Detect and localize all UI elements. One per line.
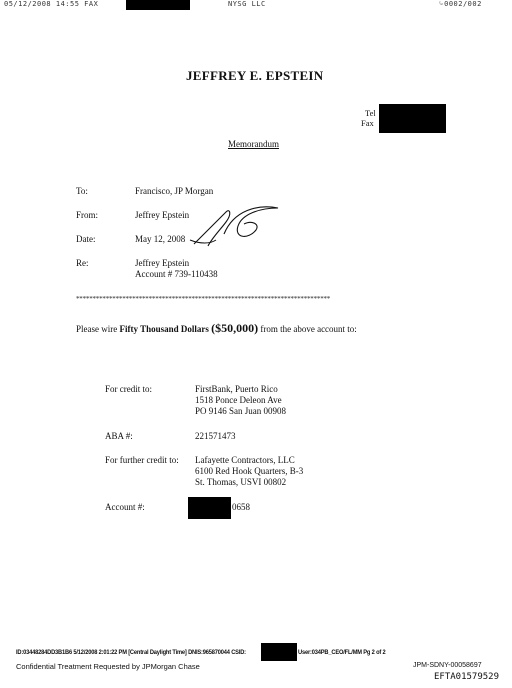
footer-id-left: ID:03448284DD3B1B6 5/12/2008 2:01:22 PM [Central Daylight Time] DNIS:965870044 CSID:	[16, 649, 246, 656]
aba-value: 221571473	[195, 431, 236, 441]
redaction-block	[261, 643, 297, 661]
fax-sender: NYSG LLC	[228, 0, 266, 8]
to-label: To:	[76, 186, 88, 196]
bates-number: JPM-SDNY-00058697	[413, 662, 482, 669]
re-line-2: Account # 739-110438	[135, 269, 218, 279]
amount-number: ($50,000)	[211, 321, 259, 335]
redaction-block	[126, 0, 190, 10]
account-label: Account #:	[105, 502, 145, 512]
redaction-block	[188, 497, 231, 519]
account-suffix: 0658	[232, 502, 250, 512]
signature-icon	[186, 200, 286, 255]
credit-label: For credit to:	[105, 384, 152, 394]
efta-number: EFTA01579529	[434, 672, 500, 682]
from-value: Jeffrey Epstein	[135, 210, 190, 220]
instruction-pre: Please wire	[76, 324, 120, 334]
credit-line-1: FirstBank, Puerto Rico	[195, 384, 278, 394]
memo-title: Memorandum	[228, 139, 279, 149]
date-label: Date:	[76, 234, 96, 244]
credit-line-3: PO 9146 San Juan 00908	[195, 406, 287, 416]
re-line-1: Jeffrey Epstein	[135, 258, 190, 268]
date-value: May 12, 2008	[135, 234, 186, 244]
wire-instruction	[76, 321, 357, 336]
letterhead-name: JEFFREY E. EPSTEIN	[186, 68, 324, 83]
further-line-1: Lafayette Contractors, LLC	[195, 455, 295, 465]
to-value: Francisco, JP Morgan	[135, 186, 214, 196]
from-label: From:	[76, 210, 99, 220]
further-credit-label: For further credit to:	[105, 455, 179, 465]
credit-line-2: 1518 Ponce Deleon Ave	[195, 395, 282, 405]
fax-datetime: 05/12/2008 14:55 FAX	[4, 0, 99, 8]
further-line-3: St. Thomas, USVI 00802	[195, 477, 287, 487]
re-label: Re:	[76, 258, 89, 268]
separator: *****************************************************************************	[76, 295, 331, 303]
instruction-post: from the above account to:	[258, 324, 357, 334]
aba-label: ABA #:	[105, 431, 133, 441]
fax-page: ␙0002/002	[438, 0, 482, 8]
tel-label: Tel	[365, 108, 376, 118]
amount-words: Fifty Thousand Dollars	[119, 324, 209, 334]
confidential-notice: Confidential Treatment Requested by JPMorgan Chase	[16, 662, 200, 671]
footer-id-right: User:034PB_CEO/FL/MM Pg 2 of 2	[298, 649, 386, 656]
redaction-block	[379, 104, 446, 133]
fax-label: Fax	[361, 118, 374, 128]
further-line-2: 6100 Red Hook Quarters, B-3	[195, 466, 304, 476]
